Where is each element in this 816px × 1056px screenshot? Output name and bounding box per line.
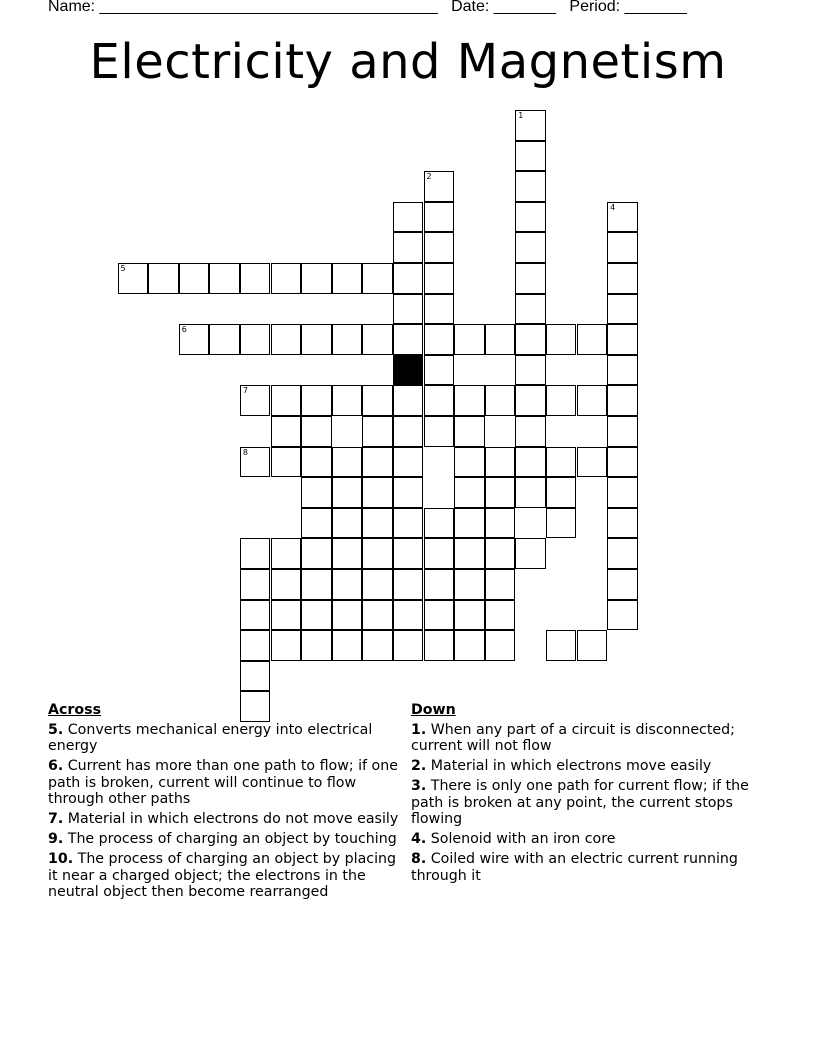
crossword-cell[interactable] xyxy=(393,232,424,263)
name-field[interactable]: ______________________________________ xyxy=(99,0,438,15)
crossword-cell[interactable] xyxy=(393,324,424,355)
down-heading: Down xyxy=(411,702,456,718)
crossword-cell[interactable] xyxy=(393,600,424,631)
crossword-cell[interactable] xyxy=(332,600,363,631)
crossword-cell[interactable] xyxy=(607,294,638,325)
crossword-cell[interactable] xyxy=(424,569,455,600)
crossword-cell[interactable] xyxy=(515,477,546,508)
crossword-cell[interactable] xyxy=(424,171,455,202)
crossword-cell[interactable] xyxy=(546,477,577,508)
crossword-cell[interactable] xyxy=(454,569,485,600)
crossword-cell[interactable] xyxy=(607,416,638,447)
crossword-cell[interactable] xyxy=(393,538,424,569)
across-clue-number: 5. xyxy=(48,721,64,738)
crossword-cell[interactable] xyxy=(424,232,455,263)
crossword-cell[interactable] xyxy=(515,538,546,569)
crossword-cell[interactable] xyxy=(332,508,363,539)
crossword-cell[interactable] xyxy=(332,447,363,478)
crossword-cell[interactable] xyxy=(393,202,424,233)
crossword-cell[interactable] xyxy=(393,569,424,600)
crossword-cell[interactable] xyxy=(332,569,363,600)
across-clue-number: 7. xyxy=(48,811,64,827)
crossword-cell[interactable] xyxy=(485,569,516,600)
crossword-cell[interactable] xyxy=(515,447,546,478)
crossword-cell[interactable] xyxy=(515,141,546,172)
crossword-cell[interactable] xyxy=(454,477,485,508)
crossword-cell[interactable] xyxy=(362,630,393,661)
crossword-cell[interactable] xyxy=(240,385,271,416)
crossword-cell[interactable] xyxy=(240,447,271,478)
crossword-cell[interactable] xyxy=(240,661,271,692)
across-clue-list xyxy=(48,722,400,901)
crossword-cell[interactable] xyxy=(424,263,455,294)
clue-number: 6 xyxy=(181,325,187,335)
crossword-cell[interactable] xyxy=(485,447,516,478)
crossword-cell[interactable] xyxy=(362,416,393,447)
crossword-cell[interactable] xyxy=(301,385,332,416)
crossword-cell[interactable] xyxy=(393,385,424,416)
down-clue-text: Solenoid with an iron core xyxy=(426,831,616,847)
crossword-cell[interactable] xyxy=(424,385,455,416)
crossword-cell[interactable] xyxy=(209,324,240,355)
crossword-cell[interactable] xyxy=(454,508,485,539)
crossword-cell[interactable] xyxy=(118,263,149,294)
crossword-cell[interactable] xyxy=(485,630,516,661)
across-clue-text: Converts mechanical energy into electrical energy xyxy=(48,721,373,754)
crossword-cell[interactable] xyxy=(393,263,424,294)
crossword-cell[interactable] xyxy=(301,263,332,294)
crossword-cell[interactable] xyxy=(485,385,516,416)
crossword-cell[interactable] xyxy=(607,600,638,631)
down-clue-number: 3. xyxy=(411,778,427,794)
crossword-cell[interactable] xyxy=(271,385,302,416)
crossword-cell[interactable] xyxy=(577,447,608,478)
across-clue xyxy=(48,722,400,755)
crossword-cell[interactable] xyxy=(577,630,608,661)
down-clue xyxy=(411,851,761,884)
crossword-cell[interactable] xyxy=(271,600,302,631)
crossword-cell[interactable] xyxy=(271,630,302,661)
crossword-cell[interactable] xyxy=(301,324,332,355)
crossword-cell[interactable] xyxy=(454,630,485,661)
crossword-cell[interactable] xyxy=(332,263,363,294)
crossword-cell[interactable] xyxy=(362,324,393,355)
crossword-cell[interactable] xyxy=(362,477,393,508)
clue-number: 7 xyxy=(242,386,248,396)
date-field[interactable]: _______ xyxy=(493,0,557,15)
across-clue-text: The process of charging an object by placing it near a charged object; the electrons in the neutral object then become rearranged xyxy=(48,851,397,900)
crossword-cell[interactable] xyxy=(485,600,516,631)
crossword-cell[interactable] xyxy=(332,324,363,355)
crossword-cell[interactable] xyxy=(240,600,271,631)
crossword-cell[interactable] xyxy=(515,171,546,202)
crossword-cell[interactable] xyxy=(362,569,393,600)
crossword-cell[interactable] xyxy=(393,447,424,478)
crossword-cell[interactable] xyxy=(515,385,546,416)
crossword-cell[interactable] xyxy=(515,232,546,263)
crossword-cell[interactable] xyxy=(607,385,638,416)
crossword-cell[interactable] xyxy=(546,324,577,355)
crossword-cell[interactable] xyxy=(546,508,577,539)
crossword-cell[interactable] xyxy=(271,447,302,478)
crossword-cell[interactable] xyxy=(271,538,302,569)
crossword-cell[interactable] xyxy=(454,447,485,478)
crossword-cell[interactable] xyxy=(485,324,516,355)
crossword-cell[interactable] xyxy=(485,477,516,508)
crossword-cell[interactable] xyxy=(454,600,485,631)
crossword-cell[interactable] xyxy=(301,508,332,539)
crossword-cell[interactable] xyxy=(332,538,363,569)
crossword-cell[interactable] xyxy=(301,630,332,661)
down-clues xyxy=(411,702,761,888)
crossword-cell[interactable] xyxy=(362,600,393,631)
crossword-cell[interactable] xyxy=(393,630,424,661)
crossword-cell[interactable] xyxy=(271,569,302,600)
crossword-cell[interactable] xyxy=(546,447,577,478)
down-clue xyxy=(411,778,761,828)
crossword-cell[interactable] xyxy=(607,324,638,355)
crossword-cell[interactable] xyxy=(607,538,638,569)
clue-number: 1 xyxy=(518,111,524,120)
date-label: Date: xyxy=(451,0,490,15)
crossword-cell[interactable] xyxy=(424,355,455,386)
period-field[interactable]: _______ xyxy=(624,0,687,15)
crossword-cell[interactable] xyxy=(424,508,455,539)
crossword-cell[interactable] xyxy=(424,538,455,569)
crossword-cell[interactable] xyxy=(485,508,516,539)
crossword-cell[interactable] xyxy=(607,202,638,233)
across-clue-text: Material in which electrons do not move easily xyxy=(63,811,399,827)
down-clue-text: There is only one path for current flow; if the path is broken at any point, the current stops flowing xyxy=(411,778,749,827)
crossword-cell[interactable] xyxy=(607,355,638,386)
down-clue-text: Material in which electrons move easily xyxy=(426,758,712,774)
crossword-cell[interactable] xyxy=(332,385,363,416)
crossword-cell[interactable] xyxy=(515,110,546,141)
clue-number: 5 xyxy=(120,264,126,273)
crossword-cell[interactable] xyxy=(607,477,638,508)
crossword-black-cell xyxy=(393,355,424,386)
crossword-cell[interactable] xyxy=(332,630,363,661)
crossword-cell[interactable] xyxy=(301,538,332,569)
crossword-cell[interactable] xyxy=(301,416,332,447)
crossword-cell[interactable] xyxy=(148,263,179,294)
crossword-cell[interactable] xyxy=(240,324,271,355)
crossword-cell[interactable] xyxy=(362,385,393,416)
crossword-cell[interactable] xyxy=(454,416,485,447)
crossword-cell[interactable] xyxy=(515,355,546,386)
down-clue xyxy=(411,758,761,775)
across-clue-number: 9. xyxy=(48,831,64,847)
crossword-cell[interactable] xyxy=(301,569,332,600)
crossword-cell[interactable] xyxy=(393,508,424,539)
across-clue xyxy=(48,831,400,848)
down-clue xyxy=(411,722,761,755)
down-clue-number: 8. xyxy=(411,851,427,867)
clue-number: 8 xyxy=(242,447,248,457)
across-clue-number: 6. xyxy=(48,758,64,774)
crossword-cell[interactable] xyxy=(240,263,271,294)
crossword-cell[interactable] xyxy=(546,630,577,661)
crossword-cell[interactable] xyxy=(301,447,332,478)
down-clue-text: Coiled wire with an electric current running through it xyxy=(411,851,738,884)
crossword-cell[interactable] xyxy=(179,263,210,294)
crossword-cell[interactable] xyxy=(209,263,240,294)
crossword-cell[interactable] xyxy=(271,263,302,294)
clue-number: 2 xyxy=(426,172,432,182)
crossword-cell[interactable] xyxy=(515,263,546,294)
down-clue-number: 1. xyxy=(411,721,427,738)
crossword-cell[interactable] xyxy=(393,294,424,325)
crossword-cell[interactable] xyxy=(240,569,271,600)
down-clue-number: 2. xyxy=(411,758,427,774)
name-label: Name: xyxy=(48,0,96,15)
crossword-cell[interactable] xyxy=(515,416,546,447)
down-clue-number: 4. xyxy=(411,831,427,847)
crossword-cell[interactable] xyxy=(607,263,638,294)
crossword-cell[interactable] xyxy=(301,477,332,508)
page-title: Electricity and Magnetism xyxy=(89,34,727,90)
across-clue-number: 10. xyxy=(48,851,74,867)
period-label: Period: xyxy=(569,0,621,15)
down-clue xyxy=(411,831,761,848)
crossword-cell[interactable] xyxy=(424,630,455,661)
crossword-cell[interactable] xyxy=(577,385,608,416)
across-clue xyxy=(48,851,400,901)
crossword-cell[interactable] xyxy=(332,477,363,508)
crossword-cell[interactable] xyxy=(607,447,638,478)
crossword-cell[interactable] xyxy=(515,202,546,233)
across-heading: Across xyxy=(48,702,102,718)
crossword-cell[interactable] xyxy=(424,416,455,447)
crossword-cell[interactable] xyxy=(301,600,332,631)
across-clue-text: Current has more than one path to flow; if one path is broken, current will continue to flow through other paths xyxy=(48,758,398,807)
crossword-cell[interactable] xyxy=(362,538,393,569)
crossword-cell[interactable] xyxy=(607,232,638,263)
crossword-cell[interactable] xyxy=(424,324,455,355)
across-clues xyxy=(48,702,400,904)
crossword-cell[interactable] xyxy=(485,538,516,569)
crossword-cell[interactable] xyxy=(424,202,455,233)
crossword-cell[interactable] xyxy=(515,324,546,355)
crossword-cell[interactable] xyxy=(362,508,393,539)
crossword-cell[interactable] xyxy=(546,385,577,416)
crossword-cell[interactable] xyxy=(515,294,546,325)
crossword-cell[interactable] xyxy=(362,263,393,294)
crossword-cell[interactable] xyxy=(240,538,271,569)
crossword-cell[interactable] xyxy=(454,385,485,416)
crossword-cell[interactable] xyxy=(240,630,271,661)
across-clue xyxy=(48,811,400,828)
crossword-cell[interactable] xyxy=(424,600,455,631)
crossword-cell[interactable] xyxy=(393,416,424,447)
crossword-cell[interactable] xyxy=(179,324,210,355)
crossword-cell[interactable] xyxy=(362,447,393,478)
crossword-cell[interactable] xyxy=(271,416,302,447)
crossword-cell[interactable] xyxy=(607,569,638,600)
clue-number: 4 xyxy=(610,202,616,212)
crossword-cell[interactable] xyxy=(424,294,455,325)
across-clue-text: The process of charging an object by touching xyxy=(63,831,397,847)
crossword-cell[interactable] xyxy=(607,508,638,539)
crossword-cell[interactable] xyxy=(271,324,302,355)
crossword-cell[interactable] xyxy=(454,538,485,569)
down-clue-text: When any part of a circuit is disconnected; current will not flow xyxy=(411,721,735,754)
across-clue xyxy=(48,758,400,808)
crossword-cell[interactable] xyxy=(577,324,608,355)
down-clue-list xyxy=(411,722,761,885)
crossword-cell[interactable] xyxy=(393,477,424,508)
crossword-cell[interactable] xyxy=(454,324,485,355)
